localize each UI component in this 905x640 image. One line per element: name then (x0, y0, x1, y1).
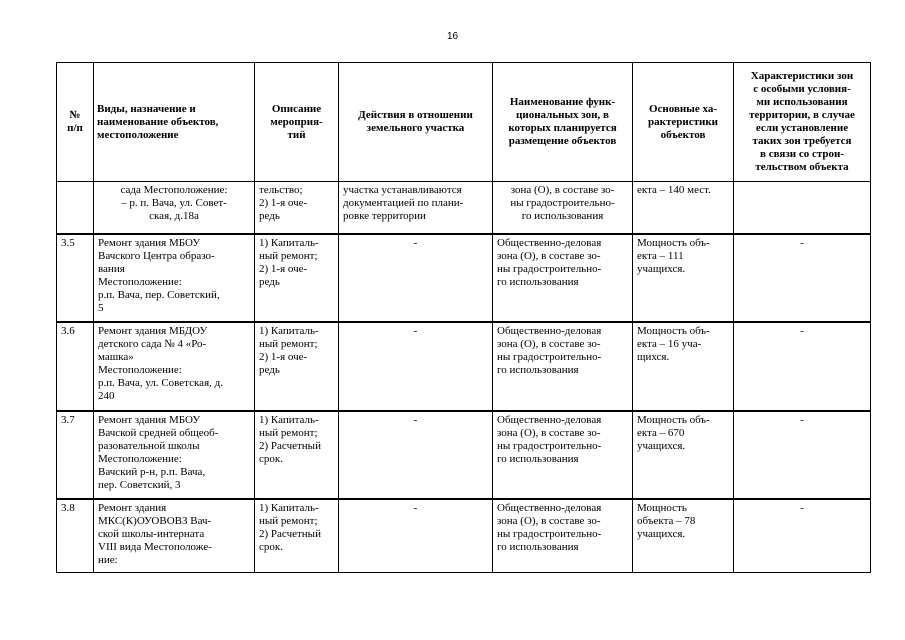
text-line: Местоположение: (98, 452, 182, 465)
text-line: ны градостроительно- (497, 350, 602, 363)
page-number: 16 (446, 31, 459, 42)
text-line: Мощность объ- (637, 324, 710, 337)
text-line: № (69, 109, 81, 121)
text-line: редь (259, 210, 280, 222)
cell-object (94, 322, 255, 411)
header-special-zones (734, 63, 871, 182)
text-line: детского сада № 4 «Ро- (98, 337, 207, 350)
cell-num (57, 182, 94, 234)
cell-functional-zones (493, 499, 633, 573)
cell-description (255, 182, 339, 234)
text-line: ние: (98, 553, 118, 566)
text-line: Общественно-деловая (497, 236, 602, 249)
text-line: Ремонт здания (98, 501, 167, 514)
header-characteristics (633, 63, 734, 182)
text-line: Виды, назначение и (97, 102, 196, 115)
cell-description (255, 322, 339, 411)
text-line: размещение объектов (508, 135, 617, 147)
text-line: VIII вида Местоположе- (98, 540, 212, 553)
text-line: щихся. (637, 350, 670, 363)
table-row (57, 411, 871, 499)
text-line: МКС(К)ОУОВОВЗ Вач- (98, 514, 212, 527)
text-line: тий (287, 128, 306, 141)
table-row (57, 234, 871, 322)
cell-description (255, 411, 339, 499)
text-line: ный ремонт; (259, 337, 318, 350)
text-line: п/п (67, 122, 83, 134)
text-line: 1) Капиталь- (259, 501, 319, 514)
text-line: Местоположение: (98, 363, 182, 376)
text-line: Действия в отношении (358, 109, 473, 121)
text-line: учащихся. (637, 439, 686, 452)
table-row (57, 322, 871, 411)
text-line: Общественно-деловая (497, 324, 602, 337)
cell-characteristics (633, 322, 734, 411)
cell-num: 3.7 (57, 411, 94, 499)
header-num (57, 63, 94, 182)
text-line: екта – 16 уча- (637, 337, 702, 350)
cell-functional-zones (493, 234, 633, 322)
cell-special-zones: - (734, 499, 871, 573)
text-line: – р. п. Вача, ул. Совет- (121, 197, 227, 209)
text-line: ны градостроительно- (497, 439, 602, 452)
text-line: пер. Советский, 3 (98, 478, 181, 491)
text-line: если установление (755, 122, 849, 134)
text-line: 2) 1-я оче- (259, 262, 308, 275)
text-line: екта – 111 (637, 249, 684, 262)
text-line: Вачский р-н, р.п. Вача, (98, 465, 206, 478)
text-line: тельством объекта (755, 161, 849, 173)
text-line: го использования (497, 540, 579, 553)
header-row (57, 63, 871, 182)
text-line: срок. (259, 452, 283, 465)
text-line: сада Местоположение: (120, 184, 228, 196)
text-line: екта – 140 мест. (637, 184, 711, 196)
cell-object (94, 182, 255, 234)
text-line: земельного участка (366, 122, 465, 134)
header-description (255, 63, 339, 182)
text-line: вания (98, 262, 125, 275)
text-line: Ремонт здания МБОУ (98, 236, 201, 249)
text-line: мероприя- (270, 115, 323, 128)
text-line: ской школы-интерната (98, 527, 205, 540)
text-line: го использования (497, 363, 579, 376)
cell-description (255, 499, 339, 573)
text-line: Характеристики зон (750, 70, 854, 82)
text-line: ный ремонт; (259, 514, 318, 527)
text-line: объектов (660, 128, 706, 141)
text-line: циональных зон, в (516, 109, 609, 121)
text-line: 1) Капиталь- (259, 236, 319, 249)
text-line: территории, в случае (749, 109, 855, 121)
cell-functional-zones (493, 322, 633, 411)
text-line: в связи со строи- (760, 148, 844, 160)
text-line: ровке территории (343, 210, 426, 222)
text-line: Наименование функ- (509, 96, 616, 108)
text-line: Вачской средней общеоб- (98, 426, 219, 439)
text-line: Общественно-деловая (497, 413, 602, 426)
header-functional-zones (493, 63, 633, 182)
cell-land-actions: - (339, 322, 493, 411)
text-line: Общественно-деловая (497, 501, 602, 514)
cell-characteristics (633, 182, 734, 234)
cell-functional-zones (493, 182, 633, 234)
text-line: 2) 1-я оче- (259, 350, 308, 363)
text-line: 5 (98, 301, 104, 314)
text-line: срок. (259, 540, 283, 553)
text-line: с особыми условия- (753, 83, 851, 95)
text-line: Ремонт здания МБОУ (98, 413, 201, 426)
text-line: учащихся. (637, 262, 686, 275)
text-line: объекта – 78 (637, 514, 696, 527)
header-object (94, 63, 255, 182)
cell-special-zones: - (734, 234, 871, 322)
text-line: зона (О), в составе зо- (510, 184, 615, 196)
text-line: ская, д.18а (149, 210, 199, 222)
text-line: 1) Капиталь- (259, 413, 319, 426)
text-line: редь (259, 275, 280, 288)
text-line: ми использования (756, 96, 848, 108)
cell-num: 3.8 (57, 499, 94, 573)
cell-description (255, 234, 339, 322)
text-line: Основные ха- (648, 102, 718, 115)
cell-object (94, 234, 255, 322)
cell-object (94, 499, 255, 573)
cell-characteristics (633, 411, 734, 499)
text-line: Мощность объ- (637, 413, 710, 426)
text-line: тельство; (259, 184, 303, 196)
text-line: ный ремонт; (259, 249, 318, 262)
cell-functional-zones (493, 411, 633, 499)
table-row (57, 499, 871, 573)
cell-special-zones (734, 182, 871, 234)
text-line: учащихся. (637, 527, 686, 540)
cell-special-zones: - (734, 322, 871, 411)
text-line: Местоположение: (98, 275, 182, 288)
text-line: документацией по плани- (343, 197, 464, 209)
text-line: екта – 670 (637, 426, 685, 439)
text-line: которых планируется (508, 122, 617, 134)
text-line: разовательной школы (98, 439, 200, 452)
text-line: 240 (98, 389, 115, 402)
cell-land-actions: - (339, 411, 493, 499)
text-line: ны градостроительно- (510, 197, 615, 209)
text-line: зона (О), в составе зо- (497, 337, 601, 350)
text-line: участка устанавливаются (343, 184, 462, 196)
text-line: ный ремонт; (259, 426, 318, 439)
text-line: Описание (271, 102, 322, 115)
cell-land-actions (339, 182, 493, 234)
cell-characteristics (633, 234, 734, 322)
cell-special-zones: - (734, 411, 871, 499)
text-line: Вачского Центра образо- (98, 249, 215, 262)
text-line: Мощность (637, 501, 687, 514)
text-line: 2) Расчетный (259, 527, 321, 540)
cell-land-actions: - (339, 234, 493, 322)
text-line: ны градостроительно- (497, 262, 602, 275)
text-line: 1) Капиталь- (259, 324, 319, 337)
text-line: таких зон требуется (752, 135, 852, 147)
measures-table (56, 62, 871, 573)
text-line: го использования (497, 452, 579, 465)
table-row-continuation (57, 182, 871, 234)
text-line: Ремонт здания МБДОУ (98, 324, 208, 337)
text-line: 2) 1-я оче- (259, 197, 308, 209)
text-line: го использования (521, 210, 604, 222)
cell-object (94, 411, 255, 499)
text-line: 2) Расчетный (259, 439, 321, 452)
text-line: машка» (98, 350, 134, 363)
cell-land-actions: - (339, 499, 493, 573)
text-line: го использования (497, 275, 579, 288)
text-line: редь (259, 363, 280, 376)
cell-num: 3.6 (57, 322, 94, 411)
text-line: р.п. Вача, пер. Советский, (98, 288, 220, 301)
text-line: местоположение (97, 128, 179, 141)
cell-characteristics (633, 499, 734, 573)
text-line: зона (О), в составе зо- (497, 514, 601, 527)
text-line: рактеристики (648, 115, 718, 128)
header-land-actions (339, 63, 493, 182)
text-line: зона (О), в составе зо- (497, 249, 601, 262)
cell-num: 3.5 (57, 234, 94, 322)
text-line: зона (О), в составе зо- (497, 426, 601, 439)
text-line: р.п. Вача, ул. Советская, д. (98, 376, 223, 389)
text-line: Мощность объ- (637, 236, 710, 249)
text-line: наименование объектов, (97, 115, 219, 128)
text-line: ны градостроительно- (497, 527, 602, 540)
